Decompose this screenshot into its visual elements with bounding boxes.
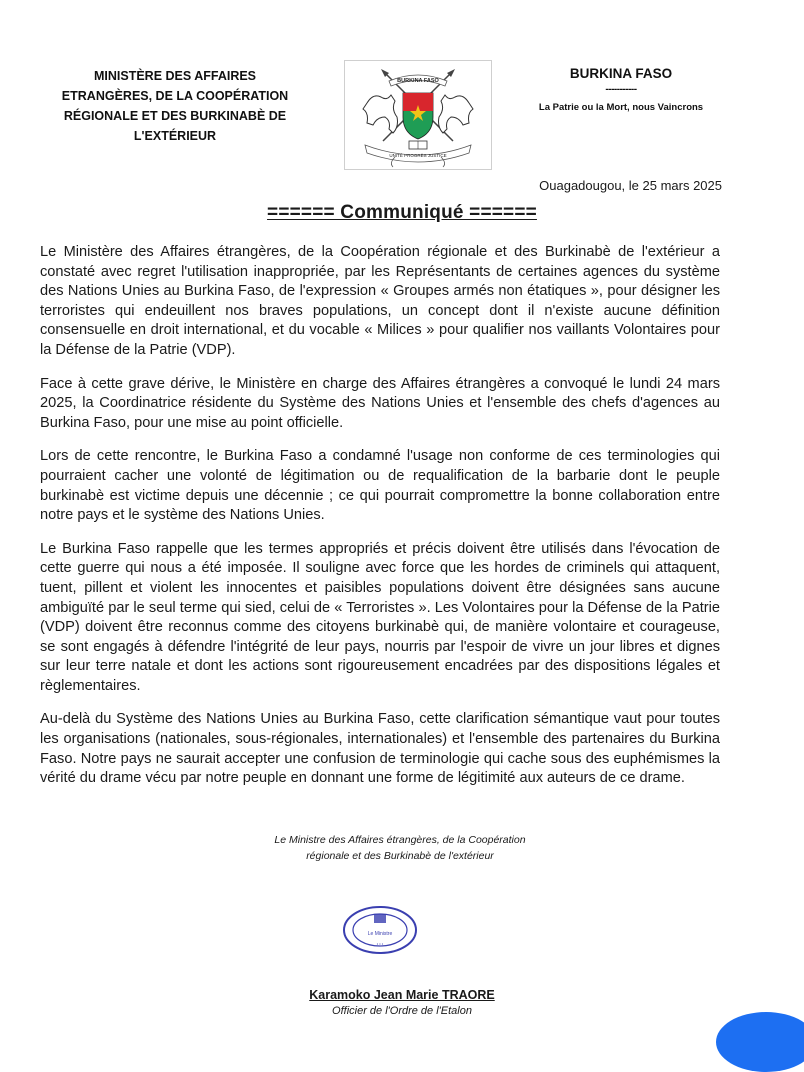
emblem-ribbon-text: UNITÉ PROGRÈS JUSTICE — [389, 153, 447, 158]
signatory-title — [220, 832, 580, 864]
stamp-text: Le Ministre — [367, 931, 393, 937]
paragraph: Le Ministère des Affaires étrangères, de la Coopération régionale et des Burkinabè de l'extérieur a constaté avec regret l'utilisation inappropriée, par les Représentants de certaines agences du système des Nations Unies au Burkina Faso, de l'expression « Groupes armés non étatiques », pour désigner les terroristes qui endeuillent nos braves populations, un concept dont il n'existe aucune définition consensuelle en droit international, et du vocable « Milices » pour qualifier nos vaillants Volontaires pour la Défense de la Patrie (VDP). — [40, 244, 720, 358]
national-motto: La Patrie ou la Mort, nous Vaincrons — [538, 102, 704, 113]
ministry-line: L'EXTÉRIEUR — [133, 129, 217, 143]
floating-action-button[interactable] — [716, 1012, 804, 1072]
country-block — [528, 66, 714, 113]
svg-text:• • •: • • • — [376, 941, 384, 946]
signatory-name: Karamoko Jean Marie TRAORE — [309, 988, 495, 1002]
paragraph: Au-delà du Système des Nations Unies au Burkina Faso, cette clarification sémantique vaut pour toutes les organisations (nationales, sous-régionales, internationales) et l'ensemble des partenaires du Burkina Faso. Notre pays ne saurait accepter une confusion de terminologie qui cache sous des euphémismes la vérité du drame vécu par notre peuple en donnant une forme de légitimité aux auteurs de ce drame. — [40, 711, 720, 787]
emblem-banner-text: BURKINA FASO — [397, 78, 439, 84]
signatory-rank: Officier de l'Ordre de l'Etalon — [332, 1005, 472, 1017]
ministry-line: RÉGIONALE ET DES BURKINABÈ DE — [63, 109, 287, 123]
place-date: Ouagadougou, le 25 mars 2025 — [539, 178, 722, 193]
stamp-drawing — [342, 905, 418, 955]
signatory-title-line: Le Ministre des Affaires étrangères, de la Coopération — [274, 834, 526, 846]
coat-of-arms-drawing — [345, 61, 491, 169]
coat-of-arms-icon — [344, 60, 492, 170]
communique-body — [40, 243, 720, 803]
ministry-line: MINISTÈRE DES AFFAIRES — [93, 69, 257, 83]
paragraph: Face à cette grave dérive, le Ministère en charge des Affaires étrangères a convoqué le lundi 24 mars 2025, la Coordinatrice résidente du Système des Nations Unies et l'ensemble des chefs d'agences au Burkina Faso, pour une mise au point officielle. — [40, 375, 720, 431]
document-title: ====== Communiqué ====== — [267, 202, 537, 223]
paragraph: Le Burkina Faso rappelle que les termes appropriés et précis doivent être utilisés dans l'évocation de cette guerre qui nous a été imposée. Il souligne avec force que les hordes de criminels qui attaquent, tuent, pillent et violent les innocentes et paisibles populations doivent être désignées sans aucune ambiguïté par le seul terme qui sied, celui de « Terroristes ». Les Volontaires pour la Défense de la Patrie (VDP) doivent être reconnus comme des citoyens burkinabè qui, de manière volontaire et courageuse, se sont engagés à défendre l'intégrité de leur pays, nourris par l'espoir de vivre un jour libres et dignes sur leur terre natale et dont les actions sont rigoureusement encadrées par des dispositions légales et règlementaires. — [40, 540, 720, 694]
country-name: BURKINA FASO — [569, 66, 673, 81]
ministry-stamp-icon — [342, 905, 418, 955]
signatory-title-line: régionale et des Burkinabè de l'extérieur — [306, 850, 494, 862]
ministry-line: ETRANGÈRES, DE LA COOPÉRATION — [61, 89, 289, 103]
paragraph: Lors de cette rencontre, le Burkina Faso a condamné l'usage non conforme de ces terminologies qui pourraient cacher une volonté de légitimation ou de requalification de la barbarie dont le peuple burkinabè est victime depuis une décennie ; ce qui pourrait compromettre la bonne collaboration entre notre pays et le système des Nations Unies. — [40, 448, 720, 524]
ministry-name — [40, 66, 310, 146]
country-divider: ----------- — [605, 84, 637, 95]
